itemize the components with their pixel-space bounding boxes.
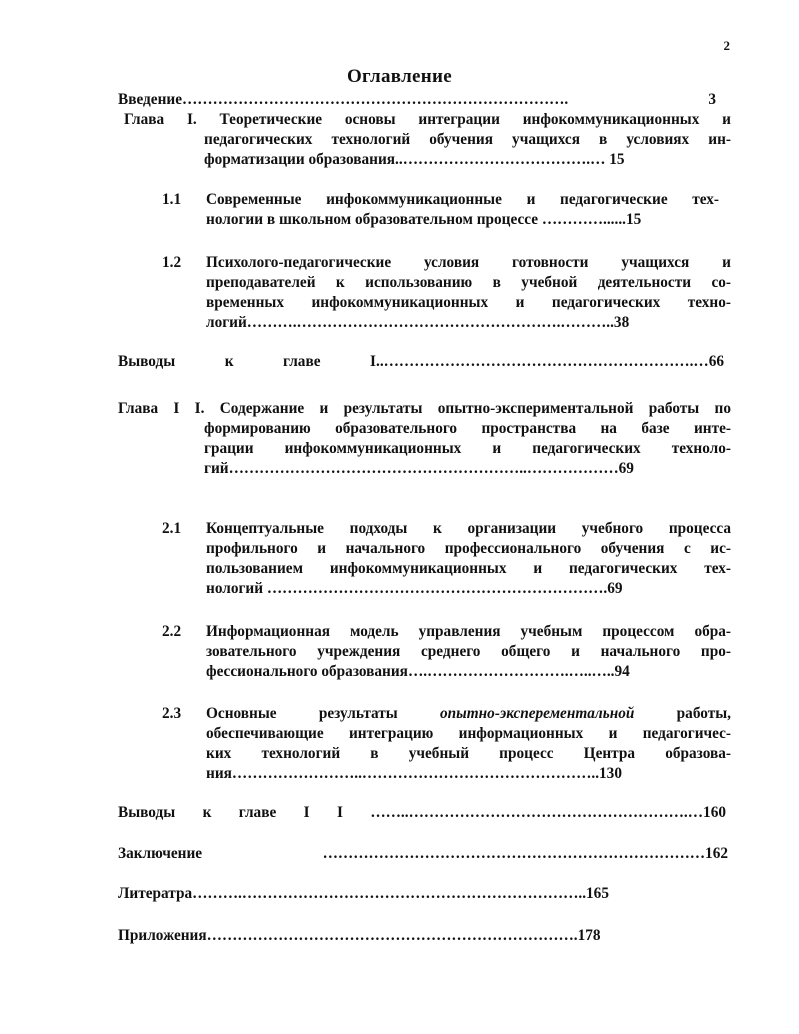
toc-chapter2-line1: Глава I I. Содержание и результаты опытно-экспериментальной работы по: [118, 400, 731, 417]
toc-s2-2-line1: Информационная модель управления учебным процессом обра-: [206, 623, 731, 640]
toc-chapter2-line4: гий…………………………………………………..………………69: [204, 460, 634, 477]
toc-s2-2-number: 2.2: [162, 623, 182, 640]
toc-s1-2-line4: логий……….…………………………………………….………..38: [206, 314, 630, 331]
toc-conclusion2: Выводы к главе I I ……..……………………………………………….…160: [118, 804, 726, 821]
toc-appendices: Приложения……………………………………………………………….178: [118, 927, 601, 944]
toc-chapter1-line1: Глава I. Теоретические основы интеграции инфокоммуникационных и: [124, 111, 731, 128]
toc-intro: Введение…………………………………………………………………. 3: [118, 91, 716, 108]
toc-s2-3-number: 2.3: [162, 705, 182, 722]
toc-s2-1-line4: нологий ………………………………………………………….69: [206, 580, 623, 597]
toc-s2-2-line2: зовательного учреждения среднего общего и начального про-: [206, 643, 731, 660]
toc-s2-1-line1: Концептуальные подходы к организации учебного процесса: [206, 520, 731, 537]
toc-chapter2-line3: грации инфокоммуникационных и педагогических техноло-: [204, 440, 731, 457]
toc-s2-3-line1b: опытно-эксперементальной: [440, 705, 635, 722]
toc-s2-1-line2: профильного и начального профессионального обучения с ис-: [206, 540, 731, 557]
toc-chapter1-line3: форматизации образования..……………………………….… 15: [204, 151, 625, 168]
toc-s2-1-number: 2.1: [162, 520, 182, 537]
toc-s1-2-number: 1.2: [162, 254, 182, 271]
toc-s2-2-line3: фессионального образования….……………………….…..…..94: [206, 663, 630, 680]
toc-s1-2-line1: Психолого-педагогические условия готовности учащихся и: [206, 254, 731, 271]
toc-s1-1-line1: Современные инфокоммуникационные и педагогические тех-: [206, 191, 719, 208]
toc-s2-3-line3: ких технологий в учебный процесс Центра образова-: [206, 745, 731, 762]
toc-s1-1-line2: нологии в школьном образовательном процессе …………......15: [206, 211, 642, 228]
toc-chapter1-line2: педагогических технологий обучения учащихся в условиях ин-: [204, 131, 731, 148]
page-title: Оглавление: [346, 66, 453, 87]
toc-s2-3-line2: обеспечивающие интеграцию информационных и педагогичес-: [206, 725, 731, 742]
page-number: 2: [723, 38, 730, 53]
toc-s1-2-line3: временных инфокоммуникационных и педагогических техно-: [206, 294, 731, 311]
toc-s2-3-line1: [206, 704, 731, 724]
toc-s2-3-line4: ния……………………..………………………………………..130: [206, 765, 622, 782]
toc-s2-1-line3: пользованием инфокоммуникационных и педагогических тех-: [206, 560, 731, 577]
toc-conclusion1: Выводы к главе I..…………………………………………………….…66: [118, 353, 724, 370]
toc-s2-3-line1a: Основные результаты: [206, 705, 441, 722]
toc-literature: Литератра……….…………………………………………………………..165: [118, 885, 609, 902]
toc-final: Заключение …………………………………………………………………162: [118, 845, 728, 862]
toc-s1-2-line2: преподавателей к использованию в учебной деятельности со-: [206, 274, 731, 291]
toc-s1-1-number: 1.1: [162, 191, 182, 208]
toc-s2-3-line1c: работы,: [634, 705, 731, 722]
toc-chapter2-line2: формированию образовательного пространства на базе инте-: [204, 420, 731, 437]
